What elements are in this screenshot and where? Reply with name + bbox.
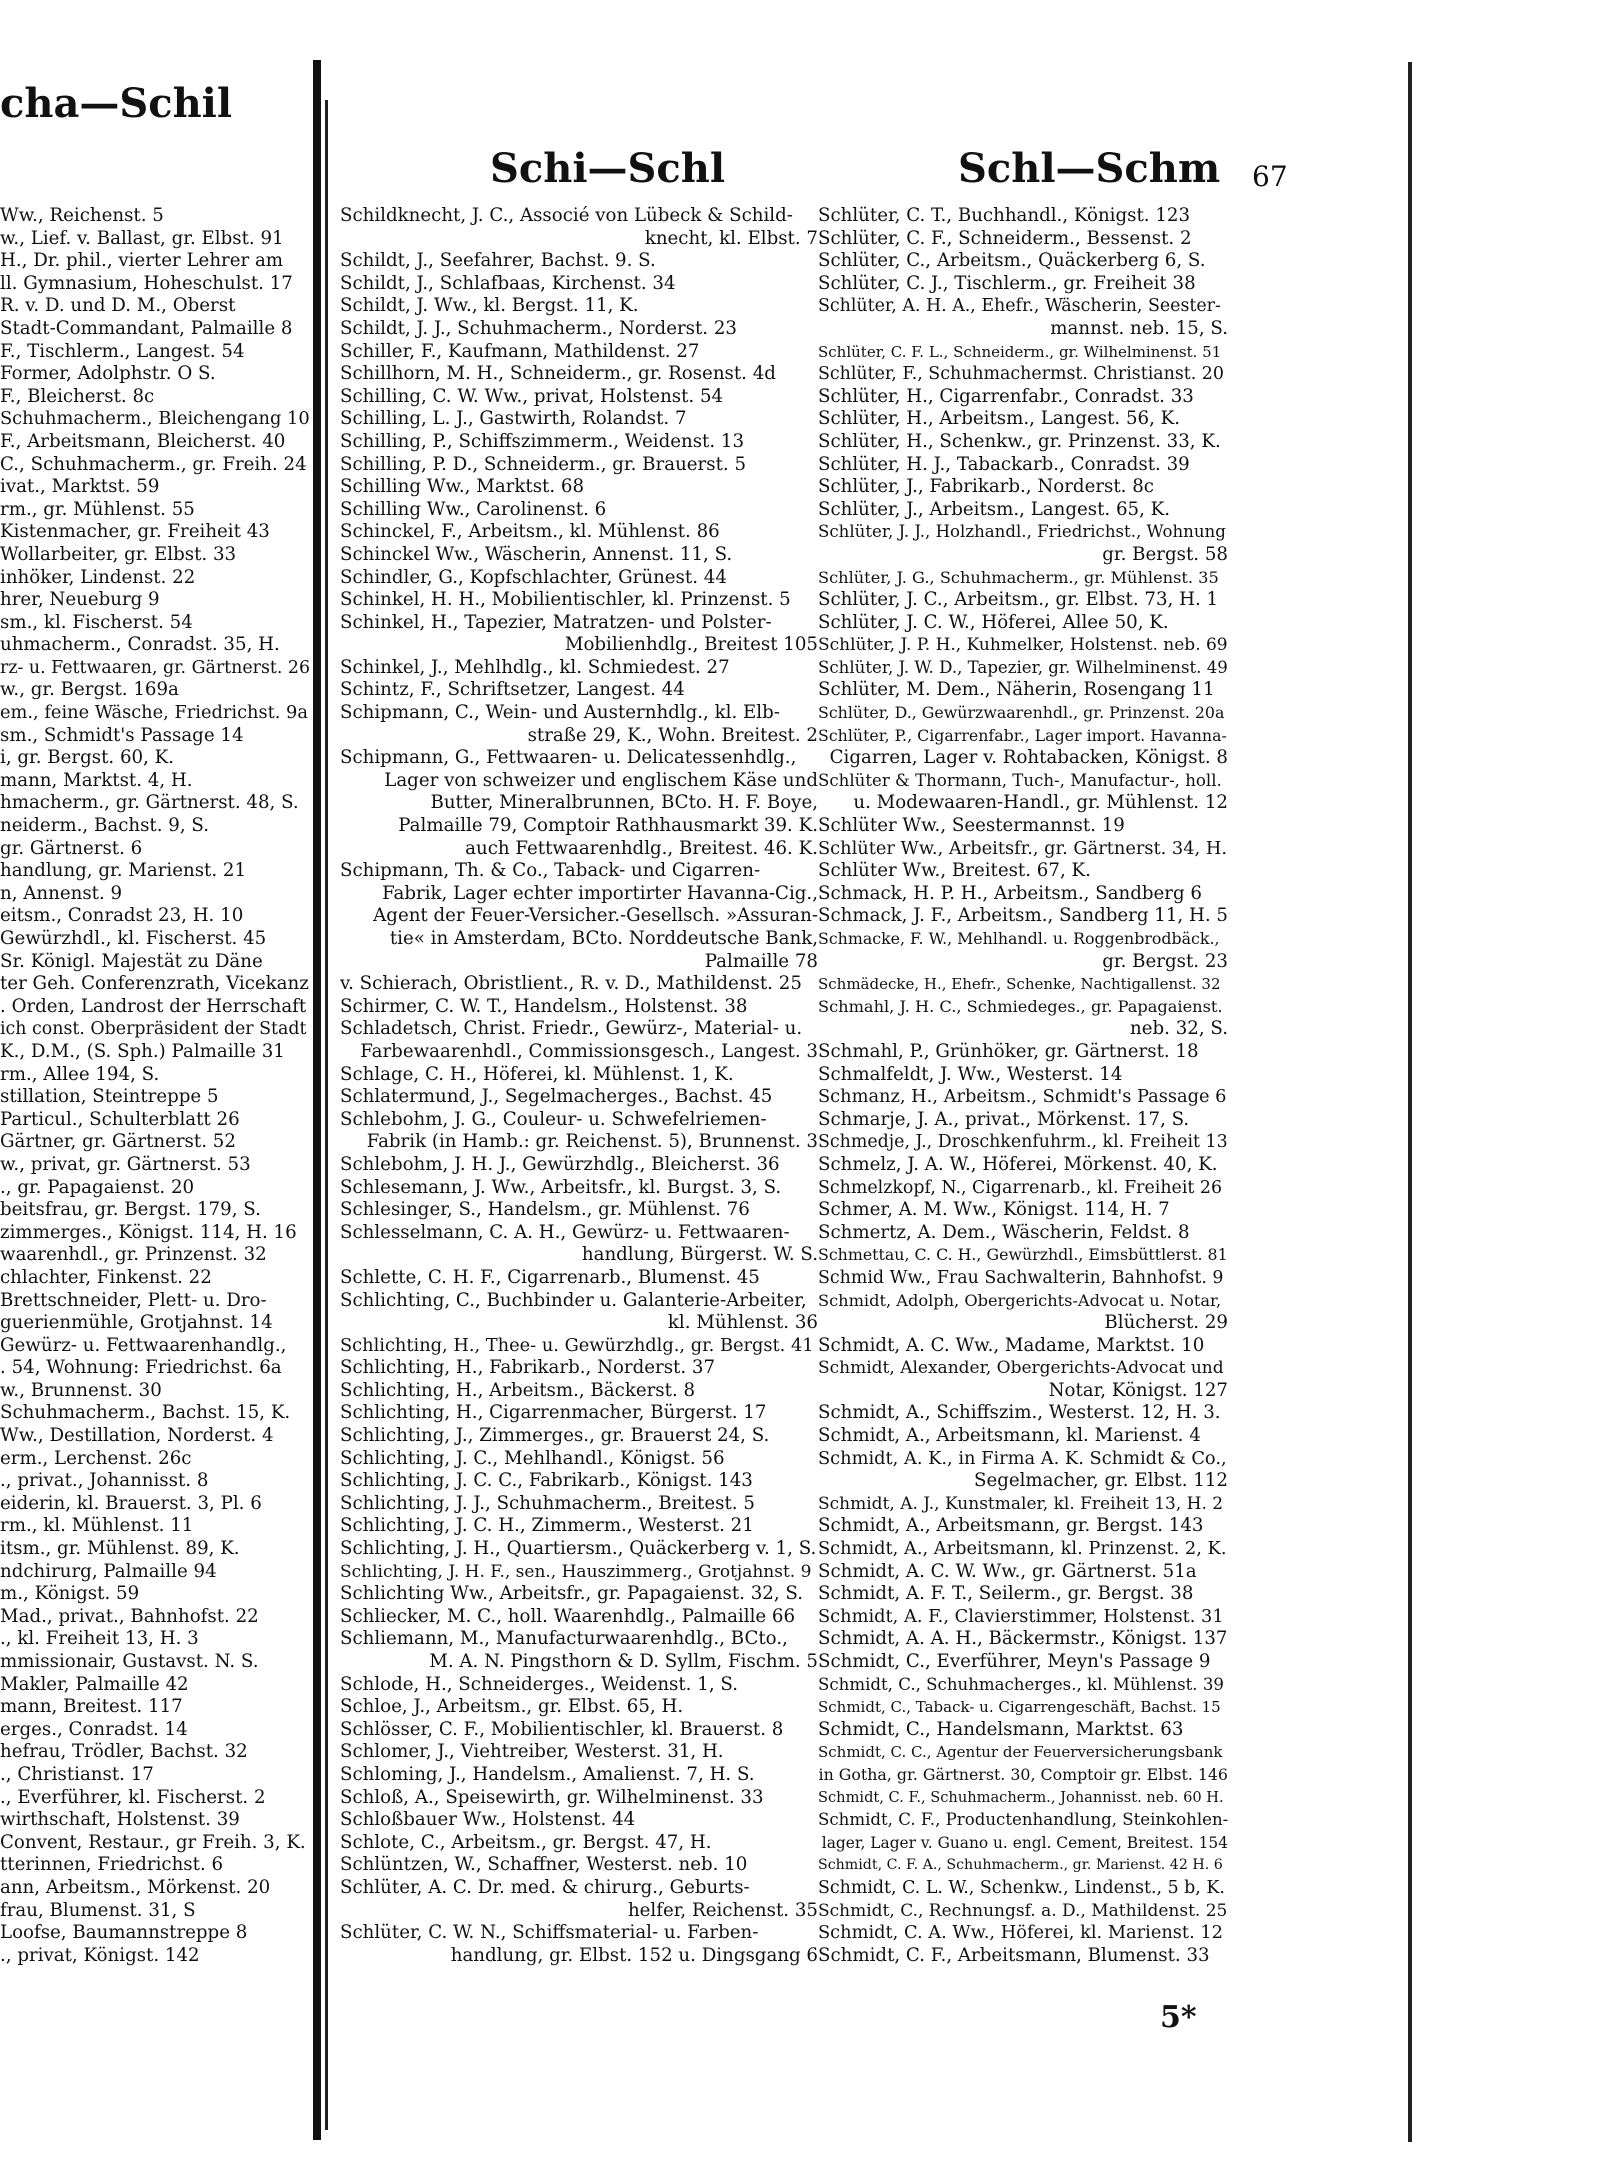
directory-entry: Schmidt, C., Taback- u. Cigarrengeschäft, Bachst. 15 <box>818 1698 1221 1717</box>
directory-entry: Schmidt, C. F. A., Schuhmacherm., gr. Marienst. 42 H. 6 <box>818 1857 1223 1874</box>
directory-entry: n, Annenst. 9 <box>0 882 123 904</box>
directory-entry: Farbewaarenhdl., Commissionsgesch., Langest. 3 <box>360 1040 818 1062</box>
directory-entry: Schloe, J., Arbeitsm., gr. Elbst. 65, H. <box>340 1696 684 1718</box>
directory-entry: w., Lief. v. Ballast, gr. Elbst. 91 <box>0 227 284 249</box>
directory-entry: Schlösser, C. F., Mobilientischler, kl. Brauerst. 8 <box>340 1718 784 1740</box>
directory-entry: helfer, Reichenst. 35 <box>627 1899 818 1921</box>
directory-entry: Schlüter, J. C. W., Höferei, Allee 50, K. <box>818 611 1169 633</box>
directory-entry: Schmidt, A., Schiffszim., Westerst. 12, H. 3. <box>818 1402 1221 1424</box>
directory-entry: Palmaille 78 <box>704 950 818 972</box>
directory-entry: Schmidt, C., Everführer, Meyn's Passage 9 <box>818 1651 1211 1672</box>
directory-entry: m., Königst. 59 <box>0 1583 140 1605</box>
directory-entry: neb. 32, S. <box>1130 1018 1228 1040</box>
directory-entry: Schlüter, C. F. L., Schneiderm., gr. Wilhelminenst. 51 <box>818 342 1222 361</box>
directory-entry: Schmid Ww., Frau Sachwalterin, Bahnhofst. 9 <box>818 1267 1224 1288</box>
directory-entry: Schmidt, A. A. H., Bäckermstr., Königst. 137 <box>818 1628 1228 1650</box>
directory-entry: stillation, Steintreppe 5 <box>0 1086 219 1108</box>
directory-entry: Schloming, J., Handelsm., Amalienst. 7, H. S. <box>340 1763 755 1785</box>
directory-entry: Schmalfeldt, J. Ww., Westerst. 14 <box>818 1063 1123 1085</box>
directory-entry: Schmidt, A. F., Clavierstimmer, Holstenst. 31 <box>818 1605 1224 1627</box>
directory-entry: straße 29, K., Wohn. Breitest. 2 <box>527 724 818 746</box>
directory-entry: Schlüter, J., Arbeitsm., Langest. 65, K. <box>818 498 1171 520</box>
directory-entry: Particul., Schulterblatt 26 <box>0 1108 240 1130</box>
directory-entry: lager, Lager v. Guano u. engl. Cement, Breitest. 154 <box>821 1833 1228 1852</box>
directory-entry: Schlode, H., Schneiderges., Weidenst. 1, S. <box>340 1673 738 1695</box>
directory-entry: H., Dr. phil., vierter Lehrer am <box>0 250 284 272</box>
directory-entry: Schildt, J. Ww., kl. Bergst. 11, K. <box>340 295 639 317</box>
directory-entry: Schmelz, J. A. W., Höferei, Mörkenst. 40, K. <box>818 1153 1218 1175</box>
directory-entry: Schirmer, C. W. T., Handelsm., Holstenst. 38 <box>340 995 748 1017</box>
directory-entry: Schintz, F., Schriftsetzer, Langest. 44 <box>340 679 685 701</box>
directory-entry: Schlage, C. H., Höferei, kl. Mühlenst. 1, K. <box>340 1063 734 1085</box>
directory-entry: F., Tischlerm., Langest. 54 <box>0 340 245 362</box>
directory-entry: Schmack, J. F., Arbeitsm., Sandberg 11, H. 5 <box>818 905 1228 927</box>
directory-entry: Schmacke, F. W., Mehlhandl. u. Roggenbrodbäck., <box>818 929 1220 948</box>
directory-entry: R. v. D. und D. M., Oberst <box>0 295 236 317</box>
directory-entry: chlachter, Finkenst. 22 <box>0 1266 212 1288</box>
directory-entry: auch Fettwaarenhdlg., Breitest. 46. K. <box>465 837 818 859</box>
directory-entry: Schlichting Ww., Arbeitsfr., gr. Papagaienst. 32, S. <box>340 1583 803 1605</box>
directory-entry: mann, Marktst. 4, H. <box>0 769 193 791</box>
directory-entry: Schlichting, H., Arbeitsm., Bäckerst. 8 <box>340 1379 696 1401</box>
directory-entry: Schmidt, C., Handelsmann, Marktst. 63 <box>818 1718 1184 1740</box>
directory-entry: Palmaille 79, Comptoir Rathhausmarkt 39. K. <box>398 815 818 837</box>
directory-entry: Schmidt, A. F. T., Seilerm., gr. Bergst. 38 <box>818 1583 1194 1605</box>
directory-entry: ndchirurg, Palmaille 94 <box>0 1560 217 1582</box>
directory-entry: knecht, kl. Elbst. 7 <box>644 227 818 249</box>
directory-entry: hefrau, Trödler, Bachst. 32 <box>0 1741 248 1763</box>
directory-entry: Schmidt, Alexander, Obergerichts-Advocat und <box>818 1358 1224 1379</box>
directory-entry: Ww., Destillation, Norderst. 4 <box>0 1425 274 1447</box>
directory-entry: ter Geh. Conferenzrath, Vicekanz <box>0 973 309 995</box>
directory-entry: Schinkel, H. H., Mobilientischler, kl. Prinzenst. 5 <box>340 589 791 611</box>
directory-entry: Stadt-Commandant, Palmaille 8 <box>0 317 293 339</box>
directory-entry: Schlüter, H., Cigarrenfabr., Conradst. 33 <box>818 385 1194 407</box>
directory-entry: Schinckel, F., Arbeitsm., kl. Mühlenst. 86 <box>340 521 720 543</box>
directory-entry: Schloßbauer Ww., Holstenst. 44 <box>340 1809 636 1831</box>
directory-entry: Schlichting, H., Cigarrenmacher, Bürgerst. 17 <box>340 1402 767 1424</box>
directory-entry: Schillhorn, M. H., Schneiderm., gr. Rosenst. 4d <box>340 363 776 385</box>
directory-entry: Schildt, J. J., Schuhmacherm., Norderst. 23 <box>340 317 737 339</box>
directory-entry: Schmettau, C. C. H., Gewürzhdl., Eimsbüttlerst. 81 <box>818 1245 1228 1265</box>
directory-entry: kl. Mühlenst. 36 <box>667 1312 818 1334</box>
directory-entry: Schlüntzen, W., Schaffner, Westerst. neb. 10 <box>340 1854 748 1876</box>
directory-entry: gr. Gärtnerst. 6 <box>0 837 143 859</box>
directory-entry: Schlüter, J. G., Schuhmacherm., gr. Mühlenst. 35 <box>818 567 1219 587</box>
directory-entry: Schmidt, A. J., Kunstmaler, kl. Freiheit 13, H. 2 <box>818 1493 1224 1514</box>
directory-entry: Schlüter, C. T., Buchhandl., Königst. 123 <box>818 205 1191 226</box>
directory-entry: Schmack, H. P. H., Arbeitsm., Sandberg 6 <box>818 882 1202 904</box>
directory-entry: ., privat., Johannisst. 8 <box>0 1470 209 1492</box>
directory-entry: Schindler, G., Kopfschlachter, Grünest. 44 <box>340 566 727 588</box>
directory-entry: ., Everführer, kl. Fischerst. 2 <box>0 1786 266 1808</box>
directory-entry: beitsfrau, gr. Bergst. 179, S. <box>0 1199 261 1221</box>
directory-entry: hrer, Neueburg 9 <box>0 589 160 611</box>
directory-entry: Schilling Ww., Carolinenst. 6 <box>340 498 607 520</box>
directory-entry: Schildt, J., Seefahrer, Bachst. 9. S. <box>340 250 656 272</box>
directory-entry: Schlote, C., Arbeitsm., gr. Bergst. 47, H. <box>340 1831 712 1853</box>
directory-entry: Schmidt, C., Schuhmacherges., kl. Mühlenst. 39 <box>818 1674 1224 1694</box>
directory-entry: mmissionair, Gustavst. N. S. <box>0 1651 259 1672</box>
directory-entry: Schlüter, P., Cigarrenfabr., Lager import. Havanna- <box>818 725 1227 745</box>
directory-entry: Schlüter, C. J., Tischlerm., gr. Freiheit 38 <box>818 272 1196 294</box>
directory-entry: Schlüter Ww., Breitest. 67, K. <box>818 860 1091 882</box>
directory-entry: Schuhmacherm., Bachst. 15, K. <box>0 1402 291 1424</box>
directory-entry: Schlüter, J., Fabrikarb., Norderst. 8c <box>818 476 1154 498</box>
directory-entry: Schlebohm, J. H. J., Gewürzhdlg., Bleicherst. 36 <box>340 1153 780 1175</box>
directory-entry: Schlichting, C., Buchbinder u. Galanterie-Arbeiter, <box>340 1289 807 1311</box>
directory-entry: rm., kl. Mühlenst. 11 <box>0 1515 194 1537</box>
directory-entry: Schmer, A. M. Ww., Königst. 114, H. 7 <box>818 1199 1170 1221</box>
directory-entry: Schipmann, Th. & Co., Taback- und Cigarren- <box>340 860 761 882</box>
center-running-header: Schi—Schl <box>490 145 726 192</box>
directory-entry: Schmidt, C. F., Arbeitsmann, Blumenst. 33 <box>818 1944 1210 1966</box>
directory-entry: F., Arbeitsmann, Bleicherst. 40 <box>0 430 286 452</box>
directory-entry: Schlüter, C., Arbeitsm., Quäckerberg 6, S. <box>818 250 1206 272</box>
directory-entry: Makler, Palmaille 42 <box>0 1673 189 1695</box>
left-page-header: cha—Schil <box>0 85 233 127</box>
directory-entry: Schlatermund, J., Segelmacherges., Bachst. 45 <box>340 1086 773 1108</box>
directory-entry: Schmahl, J. H. C., Schmiedeges., gr. Papagaienst. <box>818 996 1223 1016</box>
directory-entry: Schlichting, J., Zimmerges., gr. Brauerst 24, S. <box>340 1425 770 1447</box>
directory-entry: . 54, Wohnung: Friedrichst. 6a <box>0 1357 282 1379</box>
directory-entry: Schilling, L. J., Gastwirth, Rolandst. 7 <box>340 408 687 430</box>
directory-entry: v. Schierach, Obristlient., R. v. D., Mathildenst. 25 <box>340 973 802 995</box>
directory-entry: K., D.M., (S. Sph.) Palmaille 31 <box>0 1040 285 1062</box>
directory-entry: Schmahl, P., Grünhöker, gr. Gärtnerst. 18 <box>818 1040 1199 1062</box>
directory-entry: Schildknecht, J. C., Associé von Lübeck & Schild- <box>340 205 793 226</box>
directory-entry: sm., Schmidt's Passage 14 <box>0 724 244 746</box>
page-number: 67 <box>1252 160 1288 193</box>
directory-entry: Kistenmacher, gr. Freiheit 43 <box>0 521 270 543</box>
directory-entry: mannst. neb. 15, S. <box>1050 317 1228 339</box>
directory-entry: Schipmann, C., Wein- und Austernhdlg., kl. Elb- <box>340 702 780 724</box>
directory-entry: erm., Lerchenst. 26c <box>0 1447 192 1469</box>
right-running-header: Schl—Schm <box>958 145 1221 192</box>
directory-entry: Schliecker, M. C., holl. Waarenhdlg., Palmaille 66 <box>340 1605 796 1627</box>
directory-entry: gr. Bergst. 58 <box>1102 543 1228 565</box>
directory-entry: Schinkel, J., Mehlhdlg., kl. Schmiedest. 27 <box>340 656 730 678</box>
directory-entry: Schmidt, C. A. Ww., Höferei, kl. Marienst. 12 <box>818 1922 1223 1944</box>
directory-entry: handlung, Bürgerst. W. S. <box>581 1244 818 1266</box>
page-border <box>325 100 328 2130</box>
directory-entry: C., Schuhmacherm., gr. Freih. 24 <box>0 453 307 475</box>
directory-entry: Schlichting, J. C. H., Zimmerm., Westerst. 21 <box>340 1515 754 1537</box>
directory-entry: Schinkel, H., Tapezier, Matratzen- und Polster- <box>340 611 772 633</box>
directory-entry: Schliemann, M., Manufacturwaarenhdlg., BCto., <box>340 1628 788 1650</box>
directory-entry: Schlüter Ww., Arbeitsfr., gr. Gärtnerst. 34, H. <box>818 837 1228 859</box>
directory-entry: Schlichting, J. H., Quartiersm., Quäckerberg v. 1, S. <box>340 1538 817 1560</box>
signature-mark: 5* <box>1160 2000 1197 2035</box>
directory-entry: Schlesselmann, C. A. H., Gewürz- u. Fettwaaren- <box>340 1221 790 1243</box>
directory-entry: Schmidt, A., Arbeitsmann, kl. Prinzenst. 2, K. <box>818 1538 1227 1560</box>
directory-entry: Schmädecke, H., Ehefr., Schenke, Nachtigallenst. 32 <box>818 975 1221 994</box>
directory-entry: Schlüter, C. W. N., Schiffsmaterial- u. Farben- <box>340 1922 759 1944</box>
directory-entry: F., Bleicherst. 8c <box>0 385 155 407</box>
directory-entry: Schlüter, M. Dem., Näherin, Rosengang 11 <box>818 679 1215 701</box>
directory-entry: Gewürzhdl., kl. Fischerst. 45 <box>0 928 267 949</box>
directory-entry: u. Modewaaren-Handl., gr. Mühlenst. 12 <box>853 792 1228 814</box>
directory-entry: frau, Blumenst. 31, S <box>0 1899 196 1921</box>
directory-entry: Gewürz- u. Fettwaarenhandlg., <box>0 1334 287 1356</box>
directory-entry: zimmerges., Königst. 114, H. 16 <box>0 1221 297 1243</box>
directory-entry: rz- u. Fettwaaren, gr. Gärtnerst. 26 <box>0 657 310 678</box>
directory-entry: Schlüter, A. H. A., Ehefr., Wäscherin, Seester- <box>818 296 1221 317</box>
directory-entry: Schlichting, J. H. F., sen., Hauszimmerg., Grotjahnst. 9 <box>340 1561 812 1582</box>
directory-entry: Schmedje, J., Droschkenfuhrm., kl. Freiheit 13 <box>818 1132 1228 1153</box>
directory-entry: sm., kl. Fischerst. 54 <box>0 611 193 633</box>
directory-entry: Schlebohm, J. G., Couleur- u. Schwefelriemen- <box>340 1108 767 1130</box>
directory-entry: Schildt, J., Schlafbaas, Kirchenst. 34 <box>340 272 676 294</box>
directory-entry: Schmidt, A. C. W. Ww., gr. Gärtnerst. 51a <box>818 1560 1197 1582</box>
directory-entry: w., Brunnenst. 30 <box>0 1379 162 1401</box>
directory-entry: Schmidt, Adolph, Obergerichts-Advocat u. Notar, <box>818 1290 1222 1310</box>
directory-entry: ., Christianst. 17 <box>0 1763 154 1785</box>
directory-entry: Schlüter & Thormann, Tuch-, Manufactur-, holl. <box>818 770 1222 790</box>
directory-entry: Schlüter, D., Gewürzwaarenhdl., gr. Prinzenst. 20a <box>818 703 1225 723</box>
directory-entry: wirthschaft, Holstenst. 39 <box>0 1809 240 1831</box>
left-page-fragment <box>0 85 310 2120</box>
directory-entry: ., kl. Freiheit 13, H. 3 <box>0 1628 199 1650</box>
directory-entry: Schmidt, A. K., in Firma A. K. Schmidt & Co., <box>818 1447 1227 1469</box>
directory-entry: Schmidt, A., Arbeitsmann, gr. Bergst. 143 <box>818 1515 1204 1537</box>
directory-entry: Fabrik (in Hamb.: gr. Reichenst. 5), Brunnenst. 3 <box>366 1131 818 1153</box>
directory-entry: Schlichting, H., Thee- u. Gewürzhdlg., gr. Bergst. 41 <box>340 1334 814 1356</box>
directory-entry: ll. Gymnasium, Hoheschulst. 17 <box>0 272 293 294</box>
directory-entry: Schlüter, A. C. Dr. med. & chirurg., Geburts- <box>340 1876 750 1898</box>
left-page-column <box>0 205 310 1967</box>
directory-entry: Schilling, C. W. Ww., privat, Holstenst. 54 <box>340 385 724 407</box>
directory-entry: Fabrik, Lager echter importirter Havanna-Cig., <box>382 882 818 904</box>
directory-entry: Mobilienhdlg., Breitest 105 <box>564 634 818 656</box>
directory-entry: Schlichting, H., Fabrikarb., Norderst. 37 <box>340 1357 716 1379</box>
directory-entry: em., feine Wäsche, Friedrichst. 9a <box>0 702 308 724</box>
directory-entry: waarenhdl., gr. Prinzenst. 32 <box>0 1244 267 1266</box>
directory-entry: ivat., Marktst. 59 <box>0 476 160 498</box>
directory-entry: Gärtner, gr. Gärtnerst. 52 <box>0 1131 236 1153</box>
page-edge <box>1408 62 1412 2142</box>
directory-entry: Schlüter, J. P. H., Kuhmelker, Holstenst. neb. 69 <box>818 635 1228 656</box>
directory-entry: handlung, gr. Marienst. 21 <box>0 860 247 882</box>
directory-entry: Schmidt, C., Rechnungsf. a. D., Mathildenst. 25 <box>818 1900 1228 1921</box>
directory-entry: Schilling, P. D., Schneiderm., gr. Brauerst. 5 <box>340 453 747 475</box>
directory-entry: ., privat, Königst. 142 <box>0 1944 200 1966</box>
directory-entry: . Orden, Landrost der Herrschaft <box>0 995 307 1017</box>
directory-entry: i, gr. Bergst. 60, K. <box>0 747 175 769</box>
directory-entry: Schilling, P., Schiffszimmerm., Weidenst. 13 <box>340 430 745 452</box>
directory-entry: Schlüter, J. J., Holzhandl., Friedrichst., Wohnung <box>818 522 1226 542</box>
directory-entry: Schlüter, F., Schuhmachermst. Christianst. 20 <box>818 364 1224 385</box>
directory-entry: Schlüter Ww., Seestermannst. 19 <box>818 815 1125 837</box>
directory-entry: Schmidt, A., Arbeitsmann, kl. Marienst. 4 <box>818 1425 1201 1447</box>
directory-entry: Lager von schweizer und englischem Käse und <box>384 769 818 791</box>
directory-entry: rm., Allee 194, S. <box>0 1063 160 1085</box>
directory-entry: Schlüter, H., Schenkw., gr. Prinzenst. 33, K. <box>818 430 1221 452</box>
directory-entry: Schlüter, H., Arbeitsm., Langest. 56, K. <box>818 408 1181 430</box>
directory-entry: Schmidt, C. C., Agentur der Feuerversicherungsbank <box>818 1743 1223 1762</box>
directory-entry: Schmelzkopf, N., Cigarrenarb., kl. Freiheit 26 <box>818 1177 1223 1198</box>
directory-column-right <box>818 205 1228 1967</box>
directory-entry: Agent der Feuer-Versicher.-Gesellsch. »Assuran- <box>373 905 818 927</box>
directory-entry: neiderm., Bachst. 9, S. <box>0 815 210 837</box>
directory-entry: itsm., gr. Mühlenst. 89, K. <box>0 1538 240 1560</box>
directory-entry: Schlette, C. H. F., Cigarrenarb., Blumenst. 45 <box>340 1266 760 1288</box>
directory-entry: Schlomer, J., Viehtreiber, Westerst. 31, H. <box>340 1741 724 1763</box>
directory-entry: Schlichting, J. J., Schuhmacherm., Breitest. 5 <box>340 1492 755 1514</box>
directory-entry: ann, Arbeitsm., Mörkenst. 20 <box>0 1876 271 1898</box>
directory-entry: Schlesemann, J. Ww., Arbeitsfr., kl. Burgst. 3, S. <box>340 1176 782 1198</box>
directory-entry: Schlesinger, S., Handelsm., gr. Mühlenst. 76 <box>340 1199 750 1221</box>
directory-entry: rm., gr. Mühlenst. 55 <box>0 498 195 520</box>
directory-entry: Schmidt, A. C. Ww., Madame, Marktst. 10 <box>818 1334 1205 1356</box>
directory-entry: Schlüter, J. C., Arbeitsm., gr. Elbst. 73, H. 1 <box>818 589 1219 611</box>
directory-entry: Schiller, F., Kaufmann, Mathildenst. 27 <box>340 340 700 362</box>
directory-entry: Schilling Ww., Marktst. 68 <box>340 476 585 498</box>
directory-entry: Former, Adolphstr. O S. <box>0 363 216 385</box>
directory-entry: Sr. Königl. Majestät zu Däne <box>0 950 263 972</box>
directory-entry: tterinnen, Friedrichst. 6 <box>0 1854 224 1876</box>
directory-entry: Schmarje, J. A., privat., Mörkenst. 17, S. <box>818 1108 1190 1130</box>
directory-entry: Schlüter, H. J., Tabackarb., Conradst. 39 <box>818 453 1190 475</box>
directory-entry: Schlüter, C. F., Schneiderm., Bessenst. 2 <box>818 227 1192 249</box>
directory-entry: w., privat, gr. Gärtnerst. 53 <box>0 1153 251 1175</box>
directory-entry: Schinckel Ww., Wäscherin, Annenst. 11, S. <box>340 543 733 565</box>
directory-entry: Cigarren, Lager v. Rohtabacken, Königst. 8 <box>829 747 1228 769</box>
directory-entry: Schloß, A., Speisewirth, gr. Wilhelminenst. 33 <box>340 1786 764 1808</box>
directory-entry: Butter, Mineralbrunnen, BCto. H. F. Boye, <box>430 792 818 814</box>
directory-entry: Schmertz, A. Dem., Wäscherin, Feldst. 8 <box>818 1221 1190 1243</box>
directory-entry: Schmidt, C. L. W., Schenkw., Lindenst., 5 b, K. <box>818 1877 1225 1898</box>
directory-entry: Wollarbeiter, gr. Elbst. 33 <box>0 543 237 565</box>
directory-entry: Schlichting, J. C., Mehlhandl., Königst. 56 <box>340 1447 725 1469</box>
directory-entry: eiderin, kl. Brauerst. 3, Pl. 6 <box>0 1492 262 1514</box>
directory-entry: gr. Bergst. 23 <box>1102 950 1228 972</box>
directory-entry: erges., Conradst. 14 <box>0 1718 188 1740</box>
directory-entry: Blücherst. 29 <box>1104 1312 1228 1334</box>
directory-entry: Schuhmacherm., Bleichengang 10 <box>0 408 310 430</box>
directory-entry: Schlüter, J. W. D., Tapezier, gr. Wilhelminenst. 49 <box>818 657 1228 677</box>
directory-entry: ., gr. Papagaienst. 20 <box>0 1176 195 1198</box>
directory-entry: Loofse, Baumannstreppe 8 <box>0 1922 248 1944</box>
directory-entry: Mad., privat., Bahnhofst. 22 <box>0 1605 259 1627</box>
directory-entry: Schipmann, G., Fettwaaren- u. Delicatessenhdlg., <box>340 747 797 769</box>
directory-entry: w., gr. Bergst. 169a <box>0 679 179 701</box>
directory-entry: Schlichting, J. C. C., Fabrikarb., Königst. 143 <box>340 1470 753 1492</box>
directory-entry: Notar, Königst. 127 <box>1048 1379 1228 1401</box>
book-gutter <box>313 60 321 2140</box>
directory-entry: Schmanz, H., Arbeitsm., Schmidt's Passage 6 <box>818 1086 1227 1108</box>
directory-entry: Convent, Restaur., gr Freih. 3, K. <box>0 1831 306 1853</box>
directory-entry: Schladetsch, Christ. Friedr., Gewürz-, Material- u. <box>340 1018 803 1040</box>
directory-entry: inhöker, Lindenst. 22 <box>0 566 196 588</box>
directory-entry: handlung, gr. Elbst. 152 u. Dingsgang 6 <box>450 1944 818 1966</box>
directory-entry: eitsm., Conradst 23, H. 10 <box>0 905 244 927</box>
directory-entry: hmacherm., gr. Gärtnerst. 48, S. <box>0 792 299 814</box>
directory-entry: tie« in Amsterdam, BCto. Norddeutsche Bank, <box>389 928 818 949</box>
directory-entry: M. A. N. Pingsthorn & D. Syllm, Fischm. 5 <box>429 1651 818 1672</box>
directory-entry: Segelmacher, gr. Elbst. 112 <box>973 1470 1228 1492</box>
directory-entry: Ww., Reichenst. 5 <box>0 205 164 226</box>
directory-entry: ich const. Oberpräsident der Stadt <box>0 1019 307 1040</box>
directory-entry: Brettschneider, Plett- u. Dro- <box>0 1289 267 1311</box>
directory-entry: Schmidt, C. F., Schuhmacherm., Johannisst. neb. 60 H. <box>818 1788 1224 1806</box>
directory-entry: guerienmühle, Grotjahnst. 14 <box>0 1312 273 1334</box>
directory-entry: Schmidt, C. F., Productenhandlung, Steinkohlen- <box>818 1810 1228 1830</box>
directory-entry: mann, Breitest. 117 <box>0 1696 183 1718</box>
directory-column-middle <box>340 205 818 1967</box>
directory-entry: uhmacherm., Conradst. 35, H. <box>0 634 280 656</box>
directory-entry: in Gotha, gr. Gärtnerst. 30, Comptoir gr. Elbst. 146 <box>818 1764 1228 1784</box>
